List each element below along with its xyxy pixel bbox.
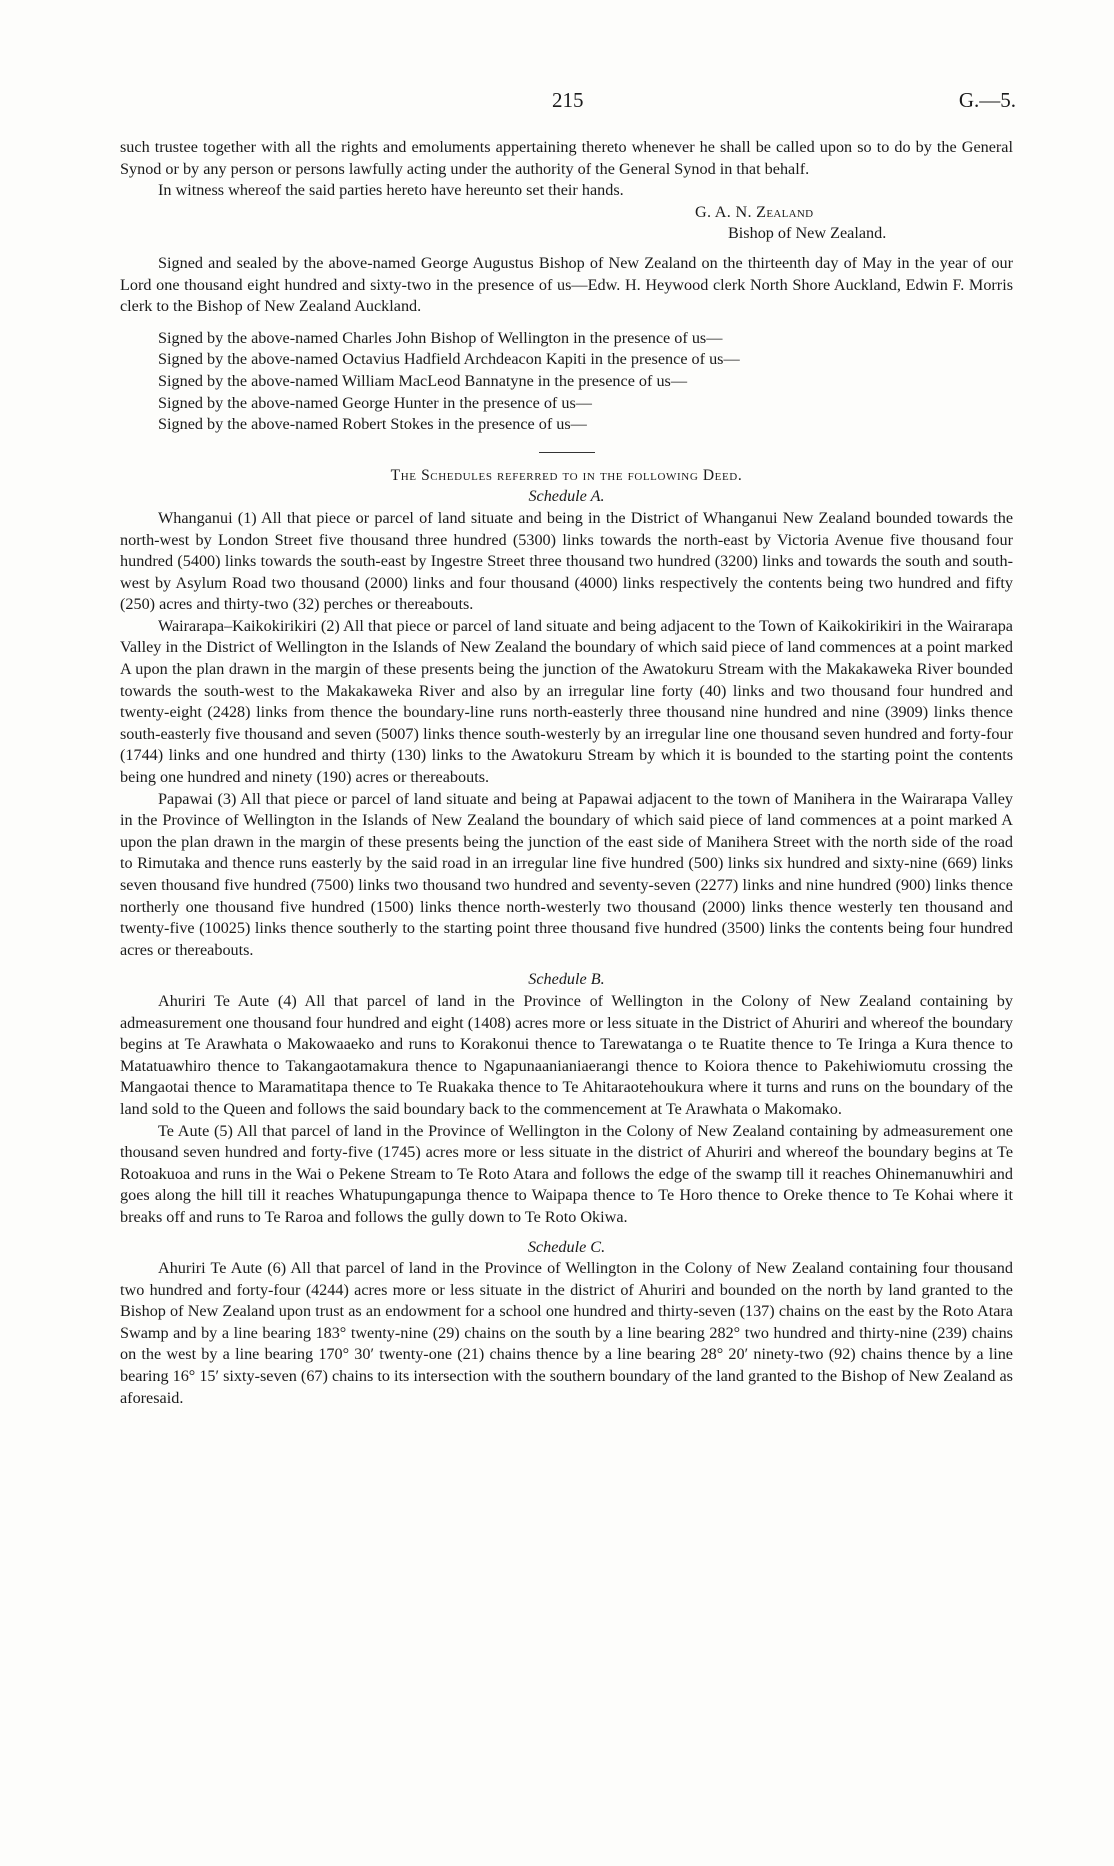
witness-line: Signed by the above-named Charles John Bishop of Wellington in the presence of us— [158,328,723,347]
section-divider [539,452,595,453]
signature-name: G. A. N. Zealand [695,202,814,221]
continuation-paragraph: such trustee together with all the rights and emoluments appertaining thereto whenever he shall be called upon so to do by the General Synod or by any person or persons lawfully acting under the authority of the General Synod in that behalf. [120,138,1013,178]
schedule-a-heading: Schedule A. [528,487,605,506]
schedule-b-heading: Schedule B. [528,970,605,989]
witness-line: Signed by the above-named William MacLeod Bannatyne in the presence of us— [158,371,688,390]
document-body [120,137,1013,1409]
signed-sealed-paragraph: Signed and sealed by the above-named George Augustus Bishop of New Zealand on the thirteenth day of May in the year of our Lord one thousand eight hundred and sixty-two in the presence of us—Edw. H. Heywood clerk North Shore Auckland, Edwin F. Morris clerk to the Bishop of New Zealand Auckland. [120,253,1013,316]
schedules-title: The Schedules referred to in the following Deed. [390,466,743,484]
schedule-b-paragraph: Te Aute (5) All that parcel of land in the Province of Wellington in the Colony of New Zealand containing by admeasurement one thousand seven hundred and forty-five (1745) acres more or less situate in the district of Ahuriri and whereof the boundary begins at Te Rotoakuoa and runs in the Wai o Pekene Stream to Te Roto Atara and follows the edge of the swamp till it reaches Ohinemanuwhiri and goes along the hill till it reaches Whatupungapunga thence to Waipapa thence to Te Horo thence to Oreke thence to Te Kohai where it breaks off and runs to Te Raroa and follows the gully down to Te Roto Okiwa. [120,1121,1013,1226]
signature-title: Bishop of New Zealand. [728,224,887,243]
witness-list [120,328,1013,436]
document-code: G.—5. [958,88,1016,112]
witness-line: Signed by the above-named Robert Stokes in the presence of us— [158,415,587,434]
schedule-a-paragraph: Whanganui (1) All that piece or parcel of land situate and being in the District of Whanganui New Zealand bounded towards the north-west by London Street five thousand three hundred (5300) links towards the north-east by Victoria Avenue five thousand four hundred (5400) links towards the south-east by Ingestre Street three thousand two hundred (3200) links and towards the south and south-west by Asylum Road two thousand (2000) links and four thousand (4000) links respectively the contents being two hundred and fifty (250) acres and thirty-two (32) perches or thereabouts. [120,508,1013,614]
witness-line: Signed by the above-named George Hunter in the presence of us— [158,393,592,412]
schedule-c-paragraph: Ahuriri Te Aute (6) All that parcel of land in the Province of Wellington in the Colony of New Zealand containing four thousand two hundred and forty-four (4244) acres more or less situate in the district of Ahuriri and bounded on the north by land granted to the Bishop of New Zealand upon trust as an endowment for a school one hundred and thirty-seven (137) chains on the east by the Roto Atara Swamp and by a line bearing 183° twenty-nine (29) chains on the south by a line bearing 282° two hundred and thirty-nine (239) chains on the west by a line bearing 170° 30′ twenty-one (21) chains thence by a line bearing 28° 20′ ninety-two (92) chains thence by a line bearing 16° 15′ sixty-seven (67) chains to its intersection with the southern boundary of the land granted to the Bishop of New Zealand as aforesaid. [120,1259,1013,1407]
witness-clause: In witness whereof the said parties hereto have hereunto set their hands. [158,181,624,200]
witness-line: Signed by the above-named Octavius Hadfield Archdeacon Kapiti in the presence of us— [158,350,740,369]
schedule-b-paragraph: Ahuriri Te Aute (4) All that parcel of land in the Province of Wellington in the Colony of New Zealand containing by admeasurement one thousand four hundred and eight (1408) acres more or less situate in the District of Ahuriri and whereof the boundary begins at Te Arawhata o Makowaaeko and runs to Korakonui thence to Tarewatanga o te Ruatite thence to Te Iringa a Kura thence to Matatuawhiro thence to Takangaotamakura thence to Ngapunaanianiaerangi thence to Koiora thence to Pakehiwiomutu crossing the Mangaotai thence to Maramatitapa thence to Te Ruakaka thence to Te Ahitaraotehoukura where it turns and runs on the boundary of the land sold to the Queen and follows the said boundary back to the commencement at Te Arawhata o Makomako. [120,991,1013,1118]
schedule-c-heading: Schedule C. [527,1237,606,1256]
page-number: 215 [552,88,584,112]
page-header [120,88,1020,118]
schedule-a-paragraph: Wairarapa–Kaikokirikiri (2) All that piece or parcel of land situate and being adjacent to the Town of Kaikokirikiri in the Wairarapa Valley in the District of Wellington in the Islands of New Zealand the boundary of which said piece of land commences at a point marked A upon the plan drawn in the margin of these presents being the junction of the Awatokuru Stream with the Makakaweka River bounded towards the south-west to the Makakaweka River and also by an irregular line forty (40) links and two thousand four hundred and twenty-eight (2428) links from thence the boundary-line runs north-easterly three thousand nine hundred and nine (3909) links thence south-easterly five thousand and seven (5007) links thence south-westerly by an irregular line one thousand seven hundred and forty-four (1744) links and one hundred and thirty (130) links to the Awatokuru Stream by which it is bounded to the starting point the contents being one hundred and ninety (190) acres or thereabouts. [120,616,1013,787]
schedule-a-paragraph: Papawai (3) All that piece or parcel of land situate and being at Papawai adjacent to the town of Manihera in the Wairarapa Valley in the Province of Wellington in the Islands of New Zealand the boundary of which said piece of land commences at a point marked A upon the plan drawn in the margin of these presents being the junction of the east side of Manihera Street with the north side of the road to Rimutaka and thence runs easterly by the said road in an irregular line five hundred (500) links six hundred and sixty-nine (669) links seven thousand five hundred (7500) links two thousand two hundred and seventy-seven (2277) links and nine hundred (900) links thence northerly one thousand five hundred (1500) links thence north-westerly two thousand (2000) links thence westerly ten thousand and twenty-five (10025) links thence southerly to the starting point three thousand five hundred (3500) links the contents being four hundred acres or thereabouts. [120,789,1013,959]
